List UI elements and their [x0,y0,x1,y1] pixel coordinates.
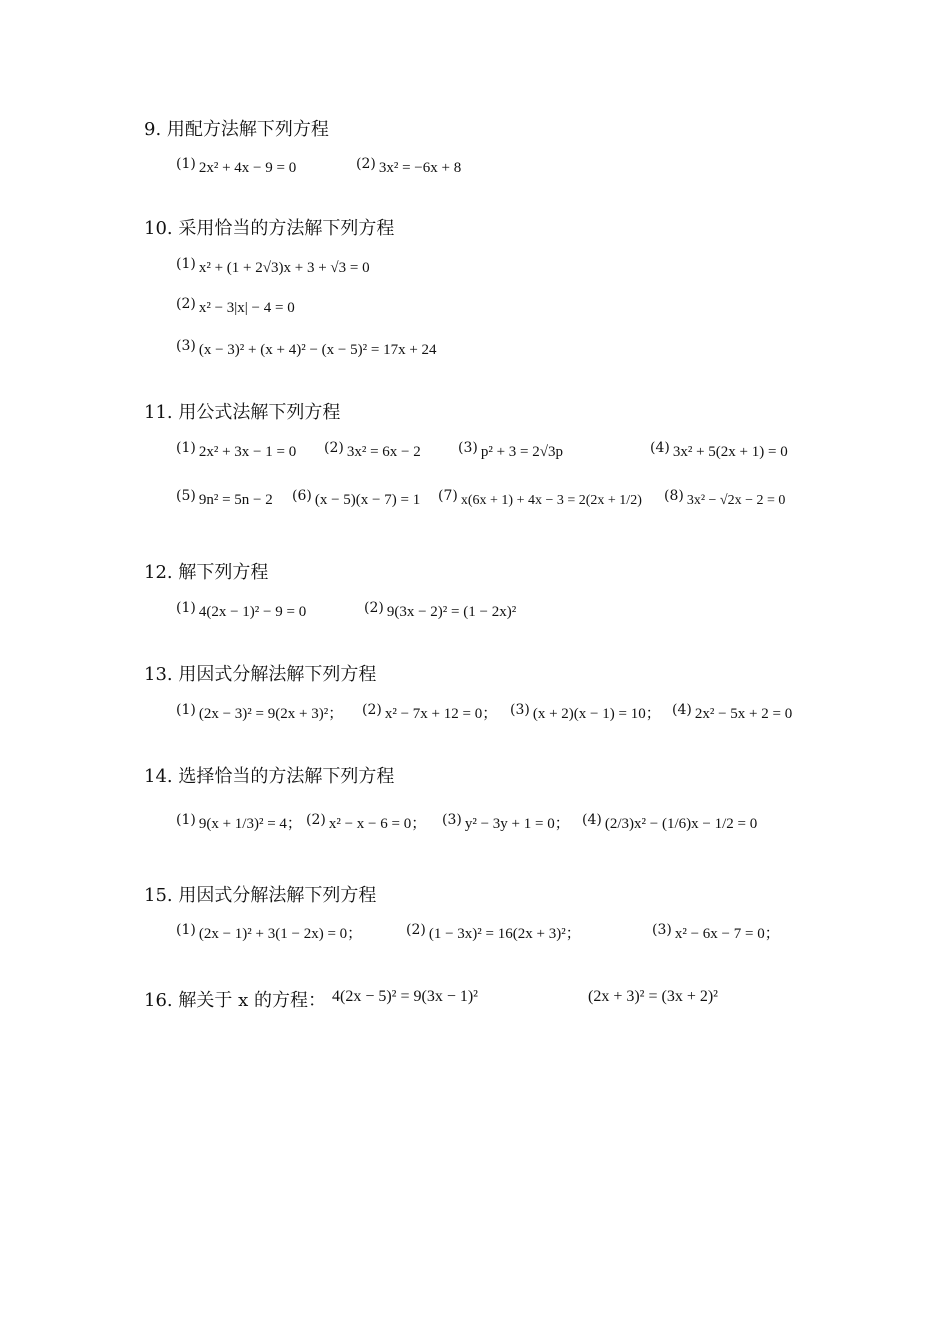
problem-14-4: (4) (2/3)x² − (1/6)x − 1/2 = 0 [582,812,758,832]
problem-11-4: (4) 3x² + 5(2x + 1) = 0 [650,440,788,460]
problem-11-7: (7) x(6x + 1) + 4x − 3 = 2(2x + 1/2) [438,488,642,508]
section-16-title: 16. 解关于 x 的方程： [144,990,326,1011]
problem-10-2: (2) x² − 3|x| − 4 = 0 [176,296,295,316]
problem-13-3: (3) (x + 2)(x − 1) = 10； [510,702,661,722]
problem-15-3: (3) x² − 6x − 7 = 0； [652,922,780,942]
section-9-title: 9. 用配方法解下列方程 [144,119,329,140]
section-10-title: 10. 采用恰当的方法解下列方程 [144,218,395,239]
section-13-title: 13. 用因式分解法解下列方程 [144,664,377,685]
problem-14-2: (2) x² − x − 6 = 0； [306,812,427,832]
problem-15-2: (2) (1 − 3x)² = 16(2x + 3)²； [406,922,581,942]
problem-12-1: (1) 4(2x − 1)² − 9 = 0 [176,600,307,620]
problem-16-2: (2x + 3)² = (3x + 2)² [588,988,718,1005]
section-11-title: 11. 用公式法解下列方程 [144,402,341,423]
section-14-title: 14. 选择恰当的方法解下列方程 [144,766,395,787]
problem-9-2: (2) 3x² = −6x + 8 [356,156,462,176]
problem-14-1: (1) 9(x + 1/3)² = 4； [176,812,302,832]
problem-11-6: (6) (x − 5)(x − 7) = 1 [292,488,421,508]
problem-16-1: 4(2x − 5)² = 9(3x − 1)² [332,988,478,1005]
problem-10-1: (1) x² + (1 + 2√3)x + 3 + √3 = 0 [176,256,370,276]
problem-12-2: (2) 9(3x − 2)² = (1 − 2x)² [364,600,517,620]
section-12-title: 12. 解下列方程 [144,562,269,583]
problem-11-2: (2) 3x² = 6x − 2 [324,440,421,460]
section-15-title: 15. 用因式分解法解下列方程 [144,885,377,906]
problem-11-5: (5) 9n² = 5n − 2 [176,488,273,508]
problem-13-4: (4) 2x² − 5x + 2 = 0 [672,702,793,722]
problem-13-1: (1) (2x − 3)² = 9(2x + 3)²； [176,702,344,722]
problem-10-3: (3) (x − 3)² + (x + 4)² − (x − 5)² = 17x + 24 [176,338,437,358]
problem-15-1: (1) (2x − 1)² + 3(1 − 2x) = 0； [176,922,363,942]
problem-11-1: (1) 2x² + 3x − 1 = 0 [176,440,297,460]
problem-11-8: (8) 3x² − √2x − 2 = 0 [664,488,786,508]
problem-13-2: (2) x² − 7x + 12 = 0； [362,702,498,722]
problem-14-3: (3) y² − 3y + 1 = 0； [442,812,570,832]
problem-9-1: (1) 2x² + 4x − 9 = 0 [176,156,297,176]
problem-11-3: (3) p² + 3 = 2√3p [458,440,563,460]
